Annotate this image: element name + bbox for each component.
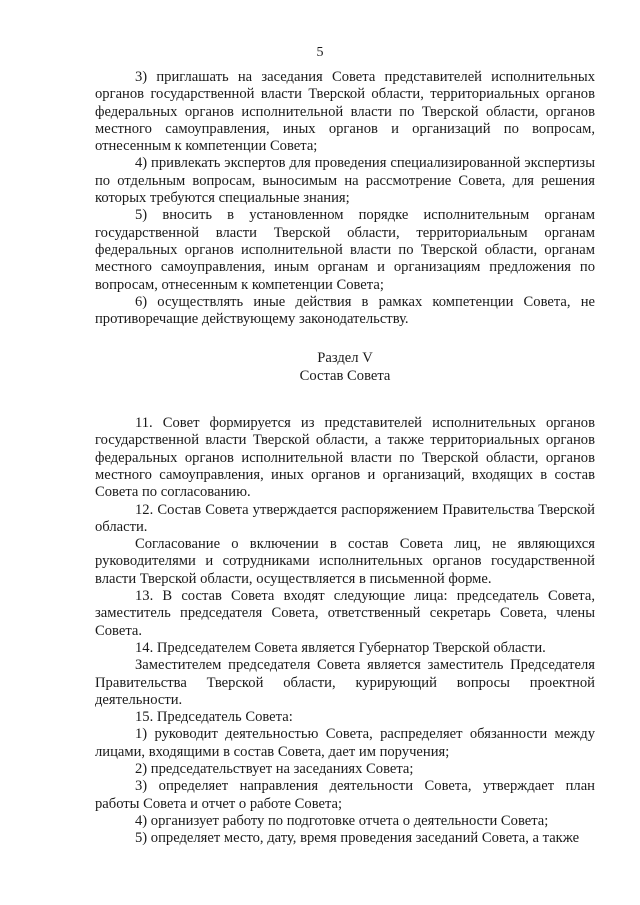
paragraph-item-4: 4) привлекать экспертов для проведения специализированной экспертизы по отдельным вопросам, выносимым на рассмотрение Совета, для решения которых требуются специальные знания; — [95, 155, 595, 207]
section-heading — [95, 350, 595, 385]
section-title: Состав Совета — [299, 367, 391, 384]
paragraph-14-deputy: Заместителем председателя Совета является заместитель Председателя Правительства Тверской области, курирующий вопросы проектной деятельности. — [95, 657, 595, 708]
paragraph-12: 12. Состав Совета утверждается распоряжением Правительства Тверской области. — [95, 501, 595, 535]
paragraph-14: 14. Председателем Совета является Губернатор Тверской области. — [135, 639, 546, 656]
section-number: Раздел V — [317, 350, 373, 367]
paragraph-15-item-1: 1) руководит деятельностью Совета, распределяет обязанности между лицами, входящими в состав Совета, дает им поручения; — [95, 726, 595, 760]
paragraph-item-6: 6) осуществлять иные действия в рамках компетенции Совета, не противоречащие действующему законодательству. — [95, 293, 595, 328]
paragraph-15-item-2: 2) председательствует на заседаниях Совета; — [135, 760, 414, 777]
paragraph-item-3: 3) приглашать на заседания Совета представителей исполнительных органов государственной власти Тверской области, территориальных органов федеральных органов исполнительной власти по Тверской области, органов местного самоуправления, иных органов и организаций по вопросам, отнесенным к компетенции Совета; — [95, 69, 595, 155]
paragraph-11: 11. Совет формируется из представителей исполнительных органов государственной власти Тверской области, а также территориальных органов федеральных органов исполнительной власти по Тверской области, органов местного самоуправления, иных органов и организаций, входящих в состав Совета по согласованию. — [95, 415, 595, 501]
paragraph-15: 15. Председатель Совета: — [135, 709, 293, 726]
document-body — [95, 69, 595, 847]
paragraph-item-5: 5) вносить в установленном порядке исполнительным органам государственной власти Тверской области, территориальным органам федеральных органов исполнительной власти по Тверской области, органам местного самоуправления, иным органам и организациям предложения по вопросам, отнесенным к компетенции Совета; — [95, 207, 595, 293]
paragraph-15-item-5: 5) определяет место, дату, время проведения заседаний Совета, а также — [135, 830, 580, 847]
paragraph-15-item-3: 3) определяет направления деятельности Совета, утверждает план работы Совета и отчет о работе Совета; — [95, 778, 595, 812]
page-number: 5 — [316, 45, 324, 60]
paragraph-13: 13. В состав Совета входят следующие лица: председатель Совета, заместитель председателя Совета, ответственный секретарь Совета, члены Совета. — [95, 588, 595, 639]
paragraph-15-item-4: 4) организует работу по подготовке отчета о деятельности Совета; — [135, 812, 549, 829]
paragraph-12-approval: Согласование о включении в состав Совета лиц, не являющихся руководителями и сотрудниками исполнительных органов государственной власти Тверской области, осуществляется в письменной форме. — [95, 536, 595, 587]
